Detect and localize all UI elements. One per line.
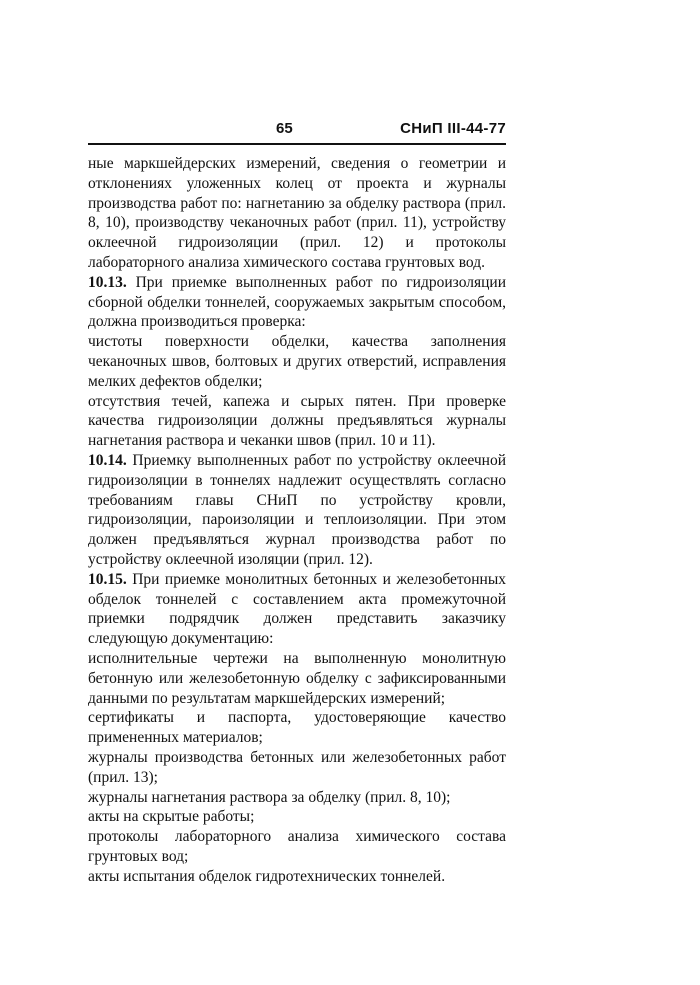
header-rule	[88, 143, 506, 145]
page-header	[88, 118, 506, 142]
clause-number: 10.15.	[88, 570, 127, 588]
list-item: журналы производства бетонных или железобетонных работ (прил. 13);	[88, 748, 506, 786]
document-code: СНиП III-44-77	[400, 120, 506, 137]
clause-text: При приемке монолитных бетонных и железобетонных обделок тоннелей с составлением акта промежуточной приемки подрядчик должен представить заказчику следующую документацию:	[88, 570, 506, 648]
page-number: 65	[276, 120, 293, 137]
body-text	[88, 154, 506, 886]
clause-10-13	[88, 273, 506, 332]
list-item: журналы нагнетания раствора за обделку (прил. 8, 10);	[88, 788, 451, 806]
clause-number: 10.14.	[88, 451, 127, 469]
clause-10-15	[88, 570, 506, 649]
clause-text: При приемке выполненных работ по гидроизоляции сборной обделки тоннелей, сооружаемых закрытым способом, должна производиться проверка:	[88, 273, 506, 331]
list-item: отсутствия течей, капежа и сырых пятен. При проверке качества гидроизоляции должны предъявляться журналы нагнетания раствора и чеканки швов (прил. 10 и 11).	[88, 392, 506, 450]
paragraph-continuation: ные маркшейдерских измерений, сведения о геометрии и отклонениях уложенных колец от проекта и журналы производства работ по: нагнетанию за обделку раствора (прил. 8, 10), производству чеканочных работ (прил. 11), устройству оклеечной гидроизоляции (прил. 12) и протоколы лабораторного анализа химического состава грунтовых вод.	[88, 155, 506, 271]
list-item: акты на скрытые работы;	[88, 808, 255, 826]
list-item: чистоты поверхности обделки, качества заполнения чеканочных швов, болтовых и других отверстий, исправления мелких дефектов обделки;	[88, 333, 506, 390]
list-item: акты испытания обделок гидротехнических тоннелей.	[88, 867, 446, 885]
clause-text: Приемку выполненных работ по устройству оклеечной гидроизоляции в тоннелях надлежит осуществлять согласно требованиям главы СНиП по устройству кровли, гидроизоляции, пароизоляции и теплоизоляции. При этом должен предъявляться журнал производства работ по устройству оклеечной изоляции (прил. 12).	[88, 451, 506, 568]
clause-number: 10.13.	[88, 273, 127, 291]
list-item: протоколы лабораторного анализа химического состава грунтовых вод;	[88, 828, 506, 865]
list-item: исполнительные чертежи на выполненную монолитную бетонную или железобетонную обделку с зафиксированными данными по результатам маркшейдерских измерений;	[88, 649, 506, 707]
clause-10-14	[88, 451, 506, 570]
list-item: сертификаты и паспорта, удостоверяющие качество примененных материалов;	[88, 709, 506, 747]
